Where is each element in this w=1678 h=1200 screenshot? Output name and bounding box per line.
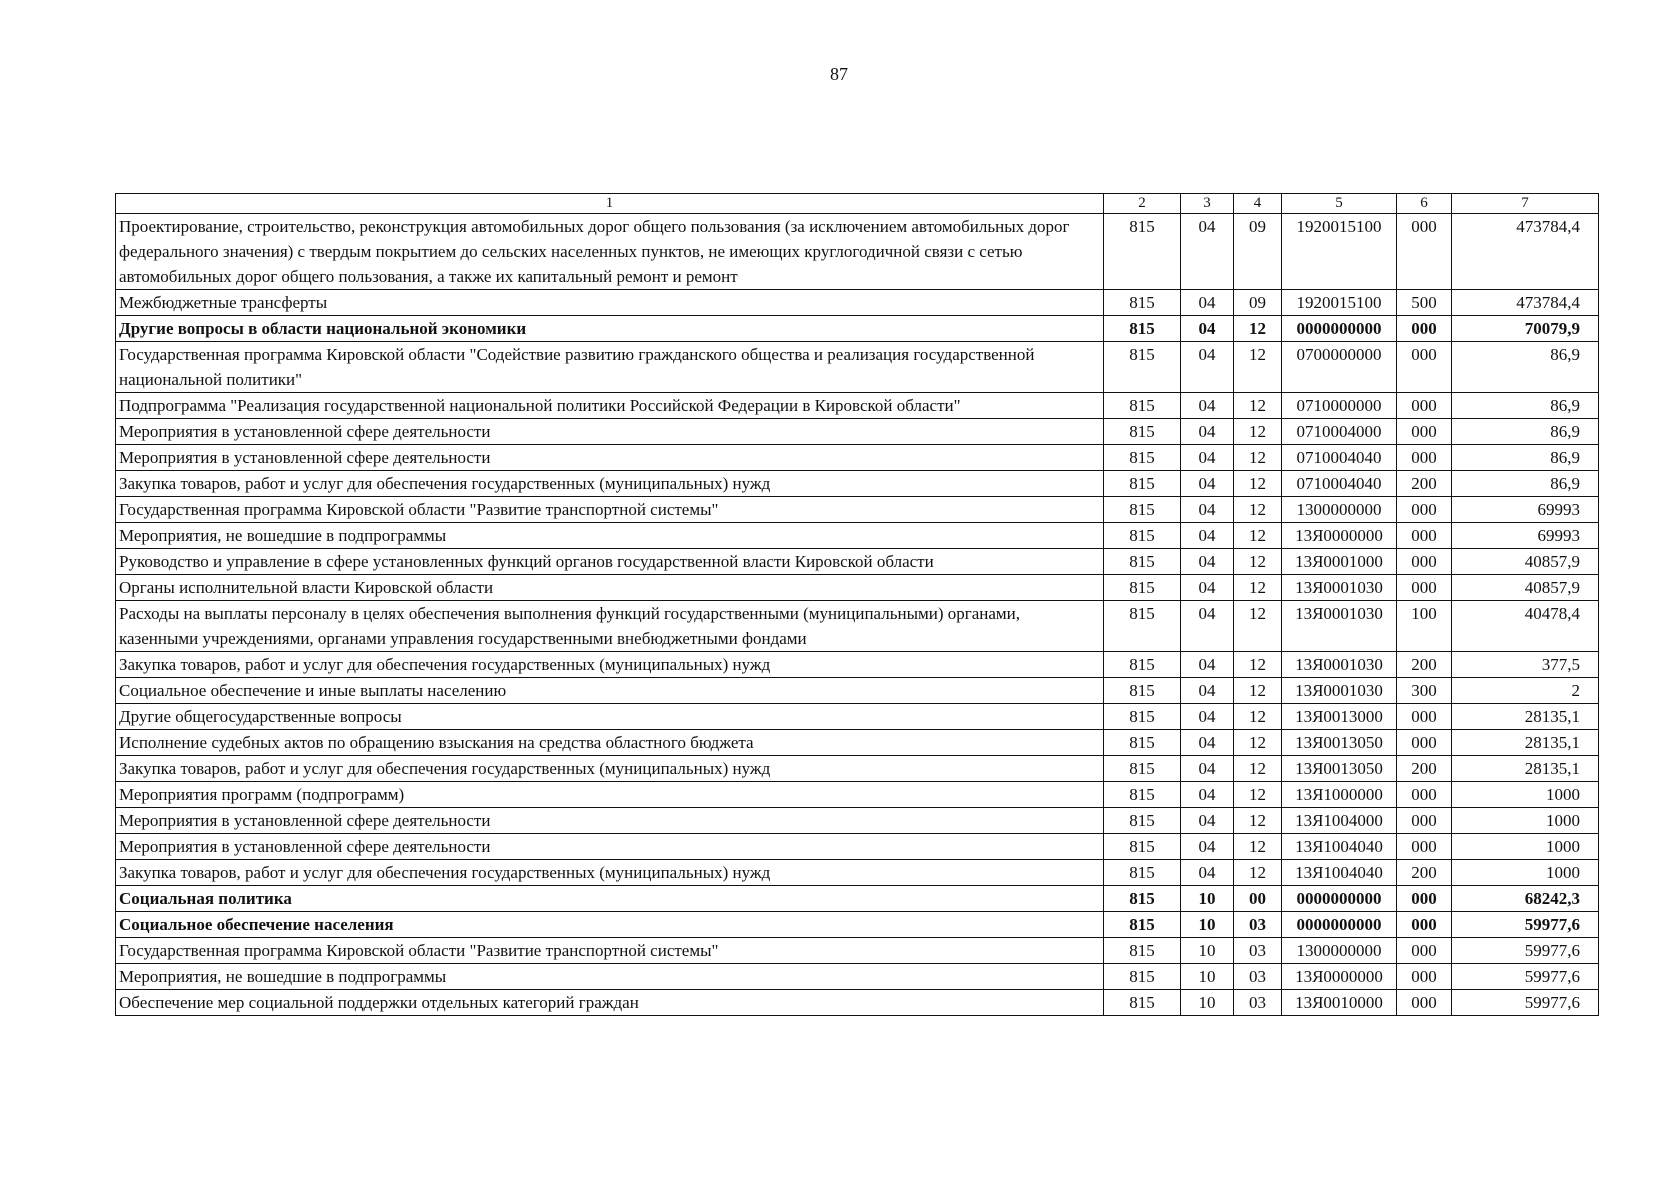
expense-type-cell: 000 (1397, 575, 1452, 601)
row-name-cell: Мероприятия в установленной сфере деятельности (116, 445, 1104, 471)
target-article-cell: 0000000000 (1282, 886, 1397, 912)
table-body (116, 214, 1599, 1016)
amount-cell: 1000 (1452, 782, 1599, 808)
amount-cell: 1000 (1452, 834, 1599, 860)
row-name-cell: Социальная политика (116, 886, 1104, 912)
target-article-cell: 13Я0010000 (1282, 990, 1397, 1016)
target-article-cell: 1920015100 (1282, 214, 1397, 290)
table-row (116, 938, 1599, 964)
column-header-2: 2 (1104, 194, 1181, 214)
section-cell: 04 (1181, 756, 1234, 782)
row-name-cell: Закупка товаров, работ и услуг для обеспечения государственных (муниципальных) нужд (116, 756, 1104, 782)
table-row (116, 316, 1599, 342)
amount-cell: 28135,1 (1452, 756, 1599, 782)
expense-type-cell: 000 (1397, 782, 1452, 808)
row-name-cell: Расходы на выплаты персоналу в целях обеспечения выполнения функций государственными (муниципальными) органами, казенными учреждениями, органами управления государственными внебюджетными фондами (116, 601, 1104, 652)
subsection-cell: 12 (1234, 834, 1282, 860)
column-header-7: 7 (1452, 194, 1599, 214)
section-cell: 04 (1181, 549, 1234, 575)
section-cell: 04 (1181, 730, 1234, 756)
row-name-cell: Межбюджетные трансферты (116, 290, 1104, 316)
admin-code-cell: 815 (1104, 214, 1181, 290)
expense-type-cell: 000 (1397, 419, 1452, 445)
expense-type-cell: 000 (1397, 964, 1452, 990)
amount-cell: 28135,1 (1452, 730, 1599, 756)
table-row (116, 290, 1599, 316)
row-name-cell: Органы исполнительной власти Кировской области (116, 575, 1104, 601)
admin-code-cell: 815 (1104, 523, 1181, 549)
table-row (116, 834, 1599, 860)
expense-type-cell: 000 (1397, 316, 1452, 342)
subsection-cell: 09 (1234, 214, 1282, 290)
column-header-3: 3 (1181, 194, 1234, 214)
admin-code-cell: 815 (1104, 886, 1181, 912)
amount-cell: 40857,9 (1452, 575, 1599, 601)
column-header-4: 4 (1234, 194, 1282, 214)
expense-type-cell: 000 (1397, 808, 1452, 834)
admin-code-cell: 815 (1104, 342, 1181, 393)
target-article-cell: 0000000000 (1282, 316, 1397, 342)
admin-code-cell: 815 (1104, 445, 1181, 471)
subsection-cell: 00 (1234, 886, 1282, 912)
column-header-6: 6 (1397, 194, 1452, 214)
expense-type-cell: 000 (1397, 912, 1452, 938)
target-article-cell: 0000000000 (1282, 912, 1397, 938)
target-article-cell: 13Я1004040 (1282, 860, 1397, 886)
row-name-cell: Обеспечение мер социальной поддержки отдельных категорий граждан (116, 990, 1104, 1016)
target-article-cell: 1300000000 (1282, 938, 1397, 964)
expense-type-cell: 000 (1397, 342, 1452, 393)
subsection-cell: 12 (1234, 704, 1282, 730)
table-row (116, 860, 1599, 886)
section-cell: 04 (1181, 782, 1234, 808)
subsection-cell: 12 (1234, 419, 1282, 445)
table-row (116, 912, 1599, 938)
amount-cell: 473784,4 (1452, 214, 1599, 290)
header-row (116, 194, 1599, 214)
amount-cell: 59977,6 (1452, 912, 1599, 938)
row-name-cell: Другие вопросы в области национальной экономики (116, 316, 1104, 342)
section-cell: 04 (1181, 652, 1234, 678)
expense-type-cell: 000 (1397, 730, 1452, 756)
page-number: 87 (830, 64, 848, 84)
admin-code-cell: 815 (1104, 938, 1181, 964)
section-cell: 04 (1181, 445, 1234, 471)
expense-type-cell: 000 (1397, 549, 1452, 575)
table-row (116, 575, 1599, 601)
amount-cell: 86,9 (1452, 419, 1599, 445)
expense-type-cell: 000 (1397, 886, 1452, 912)
table-row (116, 990, 1599, 1016)
amount-cell: 68242,3 (1452, 886, 1599, 912)
amount-cell: 59977,6 (1452, 964, 1599, 990)
section-cell: 04 (1181, 471, 1234, 497)
table-row (116, 419, 1599, 445)
column-header-1: 1 (116, 194, 1104, 214)
row-name-cell: Руководство и управление в сфере установленных функций органов государственной власти Кировской области (116, 549, 1104, 575)
row-name-cell: Социальное обеспечение и иные выплаты населению (116, 678, 1104, 704)
target-article-cell: 13Я0000000 (1282, 964, 1397, 990)
admin-code-cell: 815 (1104, 808, 1181, 834)
subsection-cell: 12 (1234, 782, 1282, 808)
amount-cell: 1000 (1452, 808, 1599, 834)
table-row (116, 756, 1599, 782)
expense-type-cell: 000 (1397, 445, 1452, 471)
subsection-cell: 12 (1234, 652, 1282, 678)
expense-type-cell: 100 (1397, 601, 1452, 652)
admin-code-cell: 815 (1104, 704, 1181, 730)
table-row (116, 497, 1599, 523)
target-article-cell: 1920015100 (1282, 290, 1397, 316)
subsection-cell: 12 (1234, 756, 1282, 782)
target-article-cell: 13Я0013050 (1282, 730, 1397, 756)
row-name-cell: Государственная программа Кировской области "Содействие развитию гражданского общества и реализация государственной национальной политики" (116, 342, 1104, 393)
target-article-cell: 13Я0013000 (1282, 704, 1397, 730)
table-row (116, 886, 1599, 912)
row-name-cell: Государственная программа Кировской области "Развитие транспортной системы" (116, 938, 1104, 964)
section-cell: 04 (1181, 523, 1234, 549)
row-name-cell: Подпрограмма "Реализация государственной национальной политики Российской Федерации в Кировской области" (116, 393, 1104, 419)
table-row (116, 808, 1599, 834)
row-name-cell: Другие общегосударственные вопросы (116, 704, 1104, 730)
target-article-cell: 13Я0013050 (1282, 756, 1397, 782)
row-name-cell: Социальное обеспечение населения (116, 912, 1104, 938)
amount-cell: 40857,9 (1452, 549, 1599, 575)
admin-code-cell: 815 (1104, 756, 1181, 782)
row-name-cell: Закупка товаров, работ и услуг для обеспечения государственных (муниципальных) нужд (116, 652, 1104, 678)
amount-cell: 86,9 (1452, 471, 1599, 497)
table-row (116, 342, 1599, 393)
section-cell: 10 (1181, 886, 1234, 912)
section-cell: 10 (1181, 912, 1234, 938)
admin-code-cell: 815 (1104, 497, 1181, 523)
table-row (116, 730, 1599, 756)
table-row (116, 678, 1599, 704)
target-article-cell: 13Я1004040 (1282, 834, 1397, 860)
admin-code-cell: 815 (1104, 964, 1181, 990)
row-name-cell: Мероприятия в установленной сфере деятельности (116, 419, 1104, 445)
subsection-cell: 09 (1234, 290, 1282, 316)
table-row (116, 393, 1599, 419)
table-row (116, 549, 1599, 575)
amount-cell: 86,9 (1452, 342, 1599, 393)
amount-cell: 69993 (1452, 523, 1599, 549)
amount-cell: 473784,4 (1452, 290, 1599, 316)
row-name-cell: Мероприятия, не вошедшие в подпрограммы (116, 964, 1104, 990)
subsection-cell: 12 (1234, 860, 1282, 886)
amount-cell: 40478,4 (1452, 601, 1599, 652)
subsection-cell: 12 (1234, 393, 1282, 419)
row-name-cell: Закупка товаров, работ и услуг для обеспечения государственных (муниципальных) нужд (116, 471, 1104, 497)
expense-type-cell: 000 (1397, 393, 1452, 419)
admin-code-cell: 815 (1104, 601, 1181, 652)
section-cell: 04 (1181, 704, 1234, 730)
expense-type-cell: 300 (1397, 678, 1452, 704)
admin-code-cell: 815 (1104, 730, 1181, 756)
admin-code-cell: 815 (1104, 834, 1181, 860)
target-article-cell: 13Я1004000 (1282, 808, 1397, 834)
section-cell: 10 (1181, 964, 1234, 990)
table-row (116, 214, 1599, 290)
section-cell: 04 (1181, 601, 1234, 652)
subsection-cell: 12 (1234, 575, 1282, 601)
amount-cell: 86,9 (1452, 393, 1599, 419)
expense-type-cell: 000 (1397, 990, 1452, 1016)
row-name-cell: Исполнение судебных актов по обращению взыскания на средства областного бюджета (116, 730, 1104, 756)
target-article-cell: 0710000000 (1282, 393, 1397, 419)
expense-type-cell: 200 (1397, 471, 1452, 497)
subsection-cell: 12 (1234, 471, 1282, 497)
amount-cell: 28135,1 (1452, 704, 1599, 730)
admin-code-cell: 815 (1104, 549, 1181, 575)
section-cell: 04 (1181, 575, 1234, 601)
subsection-cell: 12 (1234, 549, 1282, 575)
column-header-5: 5 (1282, 194, 1397, 214)
subsection-cell: 12 (1234, 730, 1282, 756)
subsection-cell: 12 (1234, 497, 1282, 523)
row-name-cell: Мероприятия в установленной сфере деятельности (116, 834, 1104, 860)
target-article-cell: 1300000000 (1282, 497, 1397, 523)
row-name-cell: Закупка товаров, работ и услуг для обеспечения государственных (муниципальных) нужд (116, 860, 1104, 886)
admin-code-cell: 815 (1104, 990, 1181, 1016)
target-article-cell: 13Я0001000 (1282, 549, 1397, 575)
section-cell: 04 (1181, 393, 1234, 419)
table-row (116, 601, 1599, 652)
section-cell: 10 (1181, 938, 1234, 964)
row-name-cell: Государственная программа Кировской области "Развитие транспортной системы" (116, 497, 1104, 523)
subsection-cell: 12 (1234, 808, 1282, 834)
target-article-cell: 13Я1000000 (1282, 782, 1397, 808)
table-row (116, 471, 1599, 497)
subsection-cell: 03 (1234, 990, 1282, 1016)
admin-code-cell: 815 (1104, 912, 1181, 938)
admin-code-cell: 815 (1104, 652, 1181, 678)
subsection-cell: 03 (1234, 938, 1282, 964)
table-row (116, 652, 1599, 678)
row-name-cell: Мероприятия, не вошедшие в подпрограммы (116, 523, 1104, 549)
admin-code-cell: 815 (1104, 471, 1181, 497)
expense-type-cell: 000 (1397, 834, 1452, 860)
section-cell: 04 (1181, 316, 1234, 342)
budget-table (115, 193, 1599, 1016)
admin-code-cell: 815 (1104, 290, 1181, 316)
expense-type-cell: 500 (1397, 290, 1452, 316)
amount-cell: 59977,6 (1452, 938, 1599, 964)
admin-code-cell: 815 (1104, 419, 1181, 445)
section-cell: 04 (1181, 678, 1234, 704)
expense-type-cell: 200 (1397, 652, 1452, 678)
target-article-cell: 13Я0001030 (1282, 652, 1397, 678)
expense-type-cell: 000 (1397, 214, 1452, 290)
section-cell: 04 (1181, 214, 1234, 290)
section-cell: 04 (1181, 419, 1234, 445)
table-row (116, 964, 1599, 990)
amount-cell: 1000 (1452, 860, 1599, 886)
amount-cell: 377,5 (1452, 652, 1599, 678)
expense-type-cell: 000 (1397, 523, 1452, 549)
subsection-cell: 03 (1234, 912, 1282, 938)
section-cell: 04 (1181, 834, 1234, 860)
admin-code-cell: 815 (1104, 575, 1181, 601)
target-article-cell: 0710004040 (1282, 445, 1397, 471)
table-row (116, 445, 1599, 471)
expense-type-cell: 000 (1397, 704, 1452, 730)
row-name-cell: Мероприятия в установленной сфере деятельности (116, 808, 1104, 834)
amount-cell: 59977,6 (1452, 990, 1599, 1016)
table-row (116, 523, 1599, 549)
target-article-cell: 0710004040 (1282, 471, 1397, 497)
admin-code-cell: 815 (1104, 316, 1181, 342)
subsection-cell: 12 (1234, 445, 1282, 471)
subsection-cell: 12 (1234, 342, 1282, 393)
subsection-cell: 12 (1234, 523, 1282, 549)
target-article-cell: 13Я0001030 (1282, 601, 1397, 652)
subsection-cell: 12 (1234, 316, 1282, 342)
section-cell: 04 (1181, 342, 1234, 393)
subsection-cell: 12 (1234, 678, 1282, 704)
subsection-cell: 12 (1234, 601, 1282, 652)
admin-code-cell: 815 (1104, 860, 1181, 886)
expense-type-cell: 000 (1397, 497, 1452, 523)
amount-cell: 86,9 (1452, 445, 1599, 471)
section-cell: 10 (1181, 990, 1234, 1016)
target-article-cell: 13Я0001030 (1282, 575, 1397, 601)
target-article-cell: 13Я0000000 (1282, 523, 1397, 549)
expense-type-cell: 000 (1397, 938, 1452, 964)
expense-type-cell: 200 (1397, 756, 1452, 782)
row-name-cell: Мероприятия программ (подпрограмм) (116, 782, 1104, 808)
section-cell: 04 (1181, 497, 1234, 523)
target-article-cell: 13Я0001030 (1282, 678, 1397, 704)
row-name-cell: Проектирование, строительство, реконструкция автомобильных дорог общего пользования (за исключением автомобильных дорог федерального значения) с твердым покрытием до сельских населенных пунктов, не имеющих круглогодичной связи с сетью автомобильных дорог общего пользования, а также их капитальный ремонт и ремонт (116, 214, 1104, 290)
amount-cell: 69993 (1452, 497, 1599, 523)
target-article-cell: 0710004000 (1282, 419, 1397, 445)
table-row (116, 704, 1599, 730)
admin-code-cell: 815 (1104, 393, 1181, 419)
amount-cell: 2 (1452, 678, 1599, 704)
subsection-cell: 03 (1234, 964, 1282, 990)
amount-cell: 70079,9 (1452, 316, 1599, 342)
section-cell: 04 (1181, 290, 1234, 316)
table-row (116, 782, 1599, 808)
section-cell: 04 (1181, 860, 1234, 886)
admin-code-cell: 815 (1104, 782, 1181, 808)
section-cell: 04 (1181, 808, 1234, 834)
target-article-cell: 0700000000 (1282, 342, 1397, 393)
admin-code-cell: 815 (1104, 678, 1181, 704)
expense-type-cell: 200 (1397, 860, 1452, 886)
